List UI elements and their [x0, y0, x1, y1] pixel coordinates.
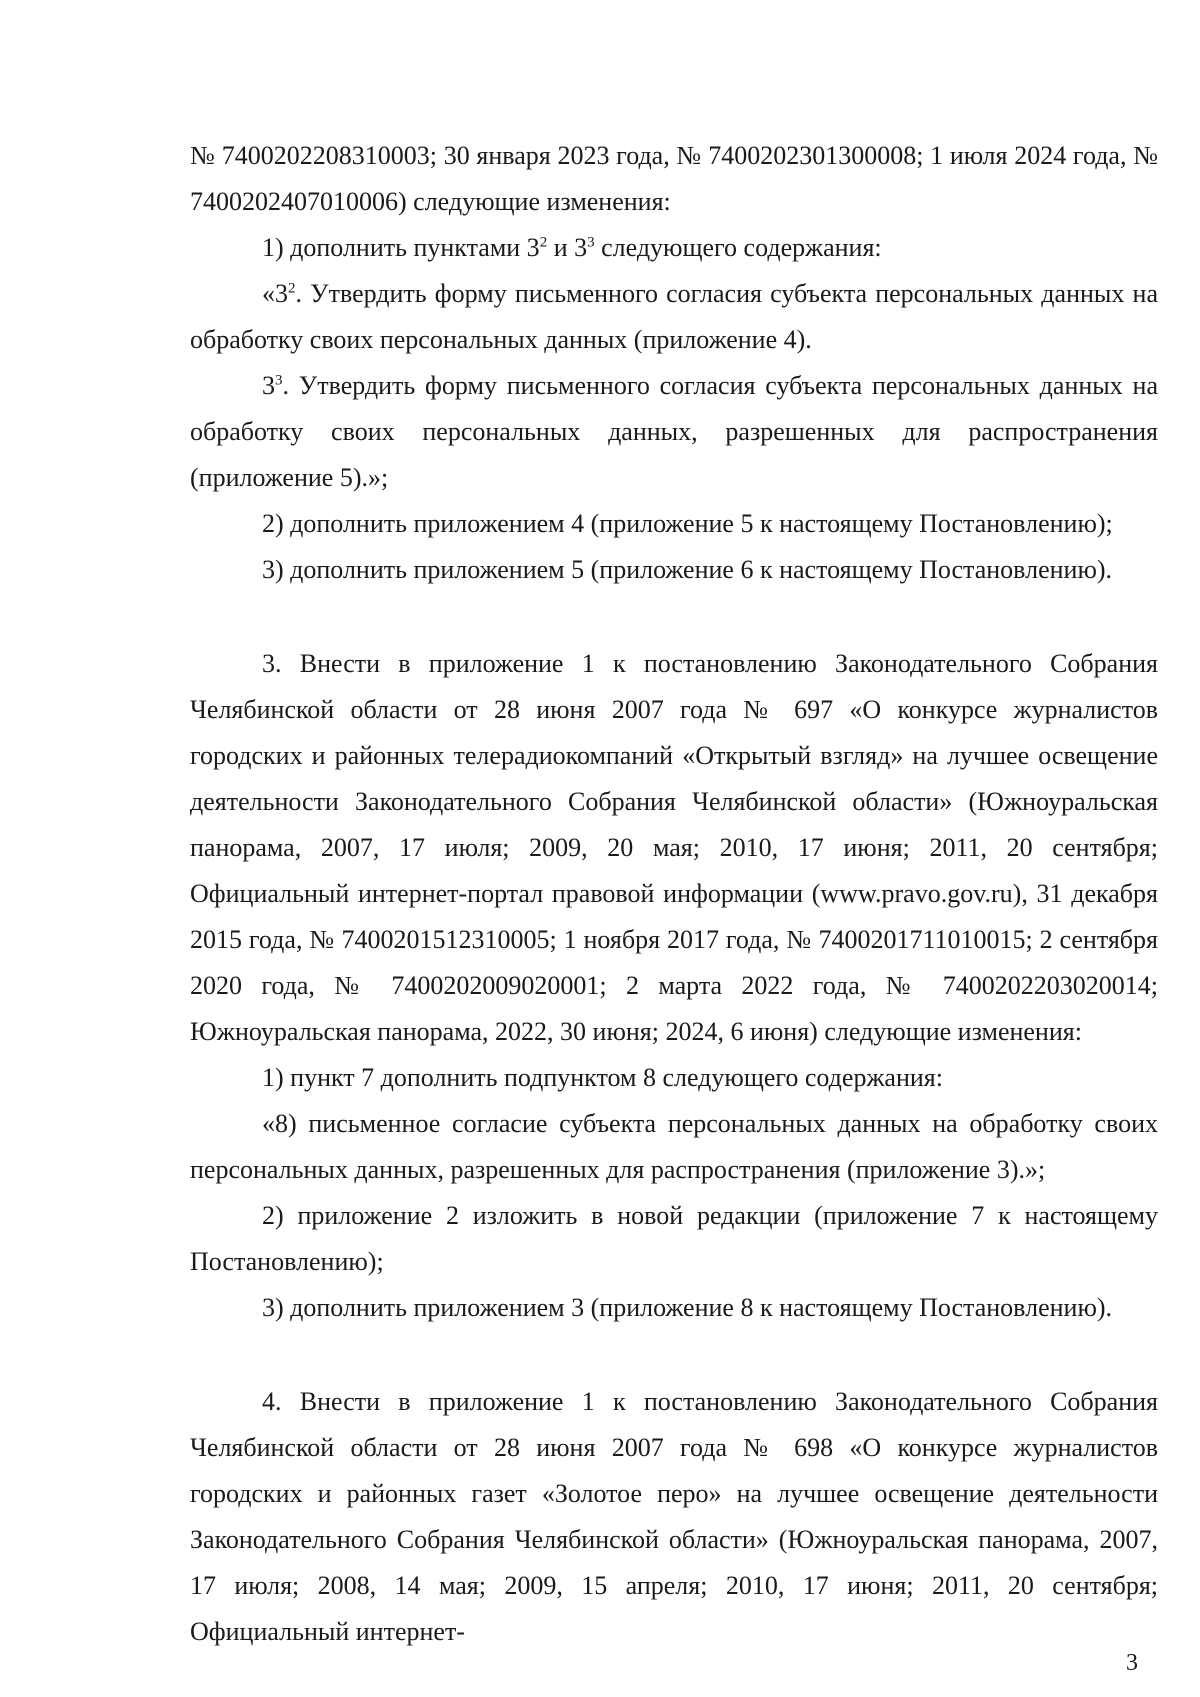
- paragraph-section-3-item-1: 1) пункт 7 дополнить подпунктом 8 следующего содержания:: [262, 1063, 943, 1092]
- paragraph-section-3-item-2: 2) приложение 2 изложить в новой редакции (приложение 7 к настоящему Постановлению);: [190, 1201, 1158, 1276]
- page-number: 3: [1126, 1650, 1138, 1676]
- paragraph-section-4: 4. Внести в приложение 1 к постановлению Законодательного Собрания Челябинской области от 28 июня 2007 года № 698 «О конкурсе журналистов городских и районных газет «Золотое перо» на лучшее освещение деятельности Законодательного Собрания Челябинской области» (Южноуральская панорама, 2007, 17 июля; 2008, 14 мая; 2009, 15 апреля; 2010, 17 июня; 2011, 20 сентября; Официальный интернет-: [190, 1387, 1158, 1646]
- paragraph-item-1: 1) дополнить пунктами $3^2$ и $3^3$ следующего содержания:: [262, 233, 882, 262]
- paragraph-section-3: 3. Внести в приложение 1 к постановлению Законодательного Собрания Челябинской области от 28 июня 2007 года № 697 «О конкурсе журналистов городских и районных телерадиокомпаний «Открытый взгляд» на лучшее освещение деятельности Законодательного Собрания Челябинской области» (Южноуральская панорама, 2007, 17 июля; 2009, 20 мая; 2010, 17 июня; 2011, 20 сентября; Официальный интернет-портал правовой информации (www.pravo.gov.ru), 31 декабря 2015 года, № 7400201512310005; 1 ноября 2017 года, № 7400201711010015; 2 сентября 2020 года, № 7400202009020001; 2 марта 2022 года, № 7400202203020014; Южноуральская панорама, 2022, 30 июня; 2024, 6 июня) следующие изменения:: [190, 649, 1158, 1046]
- document-body: [190, 133, 1158, 1655]
- paragraph-clause-3-3: $3^3$. Утвердить форму письменного согласия субъекта персональных данных на обработку своих персональных данных, разрешенных для распространения (приложение 5).»;: [190, 371, 1158, 492]
- paragraph-item-3: 3) дополнить приложением 5 (приложение 6 к настоящему Постановлению).: [262, 555, 1113, 584]
- paragraph-subclause-8: «8) письменное согласие субъекта персональных данных на обработку своих персональных данных, разрешенных для распространения (приложение 3).»;: [190, 1109, 1158, 1184]
- section-gap: [190, 593, 1158, 641]
- paragraph-item-2: 2) дополнить приложением 4 (приложение 5 к настоящему Постановлению);: [262, 509, 1113, 538]
- paragraph-continuation: № 7400202208310003; 30 января 2023 года, № 7400202301300008; 1 июля 2024 года, № 7400202407010006) следующие изменения:: [190, 141, 1158, 216]
- paragraph-clause-3-2: «$3^2$. Утвердить форму письменного согласия субъекта персональных данных на обработку своих персональных данных (приложение 4).: [190, 279, 1158, 354]
- paragraph-section-3-item-3: 3) дополнить приложением 3 (приложение 8 к настоящему Постановлению).: [262, 1293, 1113, 1322]
- section-gap: [190, 1331, 1158, 1379]
